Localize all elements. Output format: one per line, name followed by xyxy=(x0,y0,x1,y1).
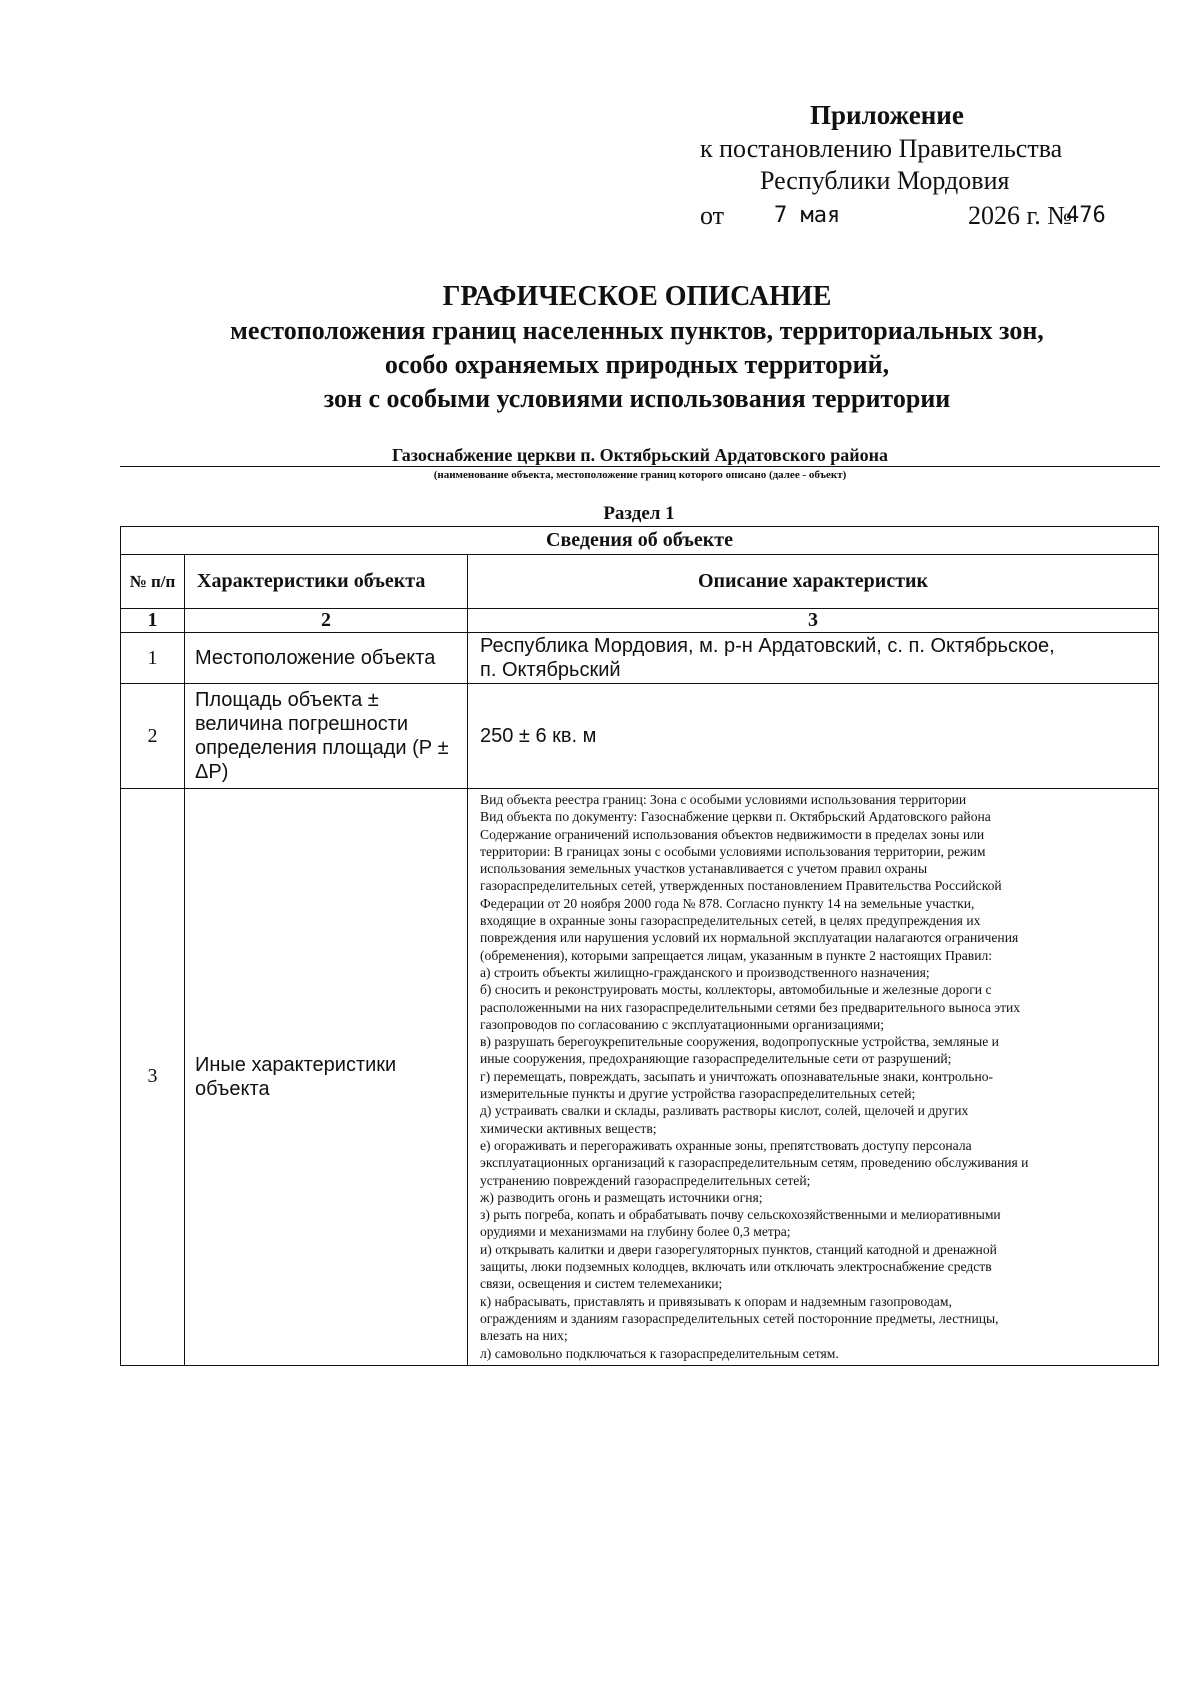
table-caption: Сведения об объекте xyxy=(121,527,1159,555)
description-line: Содержание ограничений использования объектов недвижимости в пределах зоны или xyxy=(480,826,985,842)
column-number: 2 xyxy=(185,609,468,633)
description-line: б) сносить и реконструировать мосты, коллекторы, автомобильные и железные дороги с xyxy=(480,982,992,998)
description-line: использования земельных участков устанавливается с учетом правил охраны xyxy=(480,861,928,877)
characteristic-line: определения площади (Р ± xyxy=(195,737,449,759)
description-line: д) устраивать свалки и склады, разливать растворы кислот, солей, щелочей и других xyxy=(480,1103,969,1119)
description-line: п. Октябрьский xyxy=(480,659,621,681)
appendix-year: 2026 г. № xyxy=(968,201,1073,230)
description-line: и) открывать калитки и двери газорегуляторных пунктов, станций катодной и дренажной xyxy=(480,1241,997,1257)
description-line: химически активных веществ; xyxy=(480,1120,657,1136)
description-line: территории: В границах зоны с особыми условиями использования территории, режим xyxy=(480,843,986,859)
column-number-row xyxy=(121,609,1159,633)
object-name-note: (наименование объекта, местоположение границ которого описано (далее - объект) xyxy=(433,469,847,481)
object-name-underline xyxy=(120,466,1160,467)
description-line: измерительные пункты и другие устройства газораспределительных сетей; xyxy=(480,1086,916,1102)
description-line: ж) разводить огонь и размещать источники огня; xyxy=(480,1189,763,1205)
description-line: (обременения), которыми запрещается лицам, указанным в пункте 2 настоящих Правил: xyxy=(480,947,993,963)
appendix-date: 7 мая xyxy=(774,203,841,228)
description-line: газопроводов по согласованию с эксплуатационными организациями; xyxy=(480,1016,885,1032)
object-name: Газоснабжение церкви п. Октябрьский Ардатовского района xyxy=(391,445,889,465)
description-line: газораспределительных сетей, утвержденных постановлением Правительства Российской xyxy=(480,878,1002,894)
row-characteristic xyxy=(185,684,468,789)
heading-line-2: особо охраняемых природных территорий, xyxy=(384,350,890,379)
column-number: 1 xyxy=(121,609,185,633)
characteristic-line: Иные характеристики xyxy=(195,1053,397,1076)
row-characteristic xyxy=(185,789,468,1366)
description-line: е) огораживать и перегораживать охранные зоны, препятствовать доступу персонала xyxy=(480,1137,972,1153)
description-line: орудиями и механизмами на глубину более 0,3 метра; xyxy=(480,1224,791,1240)
object-info-table xyxy=(120,526,1159,1366)
table-row xyxy=(121,789,1159,1366)
description-line: эксплуатационных организаций к газораспределительным сетям, проведению обслуживания и xyxy=(480,1155,1029,1171)
description-line: Вид объекта по документу: Газоснабжение церкви п. Октябрьский Ардатовского района xyxy=(480,809,991,825)
characteristic-line: Площадь объекта ± xyxy=(195,689,379,711)
header-description: Описание характеристик xyxy=(468,555,1159,609)
description-line: г) перемещать, повреждать, засыпать и уничтожать опознавательные знаки, контрольно- xyxy=(480,1068,994,1084)
description-line: в) разрушать берегоукрепительные сооружения, водопропускные устройства, земляные и xyxy=(480,1034,999,1050)
description-line: повреждения или нарушения условий их нормальной эксплуатации налагаются ограничения xyxy=(480,930,1019,946)
appendix-resolution-line: к постановлению Правительства xyxy=(700,134,1063,163)
description-line: Вид объекта реестра границ: Зона с особыми условиями использования территории xyxy=(480,792,967,807)
description-line: связи, освещения и систем телемеханики; xyxy=(480,1276,723,1292)
row-number: 1 xyxy=(121,633,185,684)
appendix-date-line xyxy=(700,201,1130,233)
appendix-title: Приложение xyxy=(810,100,964,130)
description-line: л) самовольно подключаться к газораспределительным сетям. xyxy=(480,1345,839,1361)
row-description-long xyxy=(468,789,1159,1366)
description-line: защиты, люки подземных колодцев, включать или отключать электроснабжение средств xyxy=(480,1259,992,1275)
row-description xyxy=(468,633,1159,684)
description-line: а) строить объекты жилищно-гражданского и производственного назначения; xyxy=(480,964,930,980)
characteristic-line: величина погрешности xyxy=(195,713,409,735)
table-header-row xyxy=(121,555,1159,609)
row-number: 3 xyxy=(121,789,185,1366)
description-line: устранению повреждений газораспределительных сетей; xyxy=(480,1172,811,1188)
table-row xyxy=(121,633,1159,684)
description-line: Федерации от 20 ноября 2000 года № 878. Согласно пункту 14 на земельные участки, xyxy=(480,895,975,911)
column-number: 3 xyxy=(468,609,1159,633)
description-line: расположенными на них газораспределительными сетями без предварительного выноса этих xyxy=(480,999,1021,1015)
description-line: ограждениям и зданиям газораспределительных сетей посторонние предметы, лестницы, xyxy=(480,1310,999,1326)
heading-line-3: зон с особыми условиями использования территории xyxy=(323,384,951,413)
description-line: входящие в охранные зоны газораспределительных сетей, в целях предупреждения их xyxy=(480,913,981,929)
description-line: к) набрасывать, приставлять и привязывать к опорам и надземным газопроводам, xyxy=(480,1293,952,1309)
heading-title: ГРАФИЧЕСКОЕ ОПИСАНИЕ xyxy=(442,281,832,312)
characteristic-line: ΔР) xyxy=(195,761,229,783)
description-line: з) рыть погреба, копать и обрабатывать почву сельскохозяйственными и мелиоративными xyxy=(480,1207,1001,1223)
description-line: иные сооружения, предохраняющие газораспределительные сети от разрушений; xyxy=(480,1051,952,1067)
row-characteristic: Местоположение объекта xyxy=(185,633,468,684)
description-line: влезать на них; xyxy=(480,1328,568,1344)
row-number: 2 xyxy=(121,684,185,789)
row-description: 250 ± 6 кв. м xyxy=(468,684,1159,789)
appendix-number: 476 xyxy=(1066,203,1106,228)
header-number: № п/п xyxy=(121,555,185,609)
description-line: Республика Мордовия, м. р-н Ардатовский, с. п. Октябрьское, xyxy=(480,635,1055,657)
document-heading xyxy=(120,280,1154,416)
header-characteristic: Характеристики объекта xyxy=(185,555,468,609)
characteristic-line: объекта xyxy=(195,1077,270,1100)
heading-line-1: местоположения границ населенных пунктов, территориальных зон, xyxy=(230,316,1044,345)
appendix-region-line: Республики Мордовия xyxy=(760,166,1010,195)
table-row xyxy=(121,684,1159,789)
section-title: Раздел 1 xyxy=(603,503,675,524)
appendix-ot: от xyxy=(700,201,725,230)
